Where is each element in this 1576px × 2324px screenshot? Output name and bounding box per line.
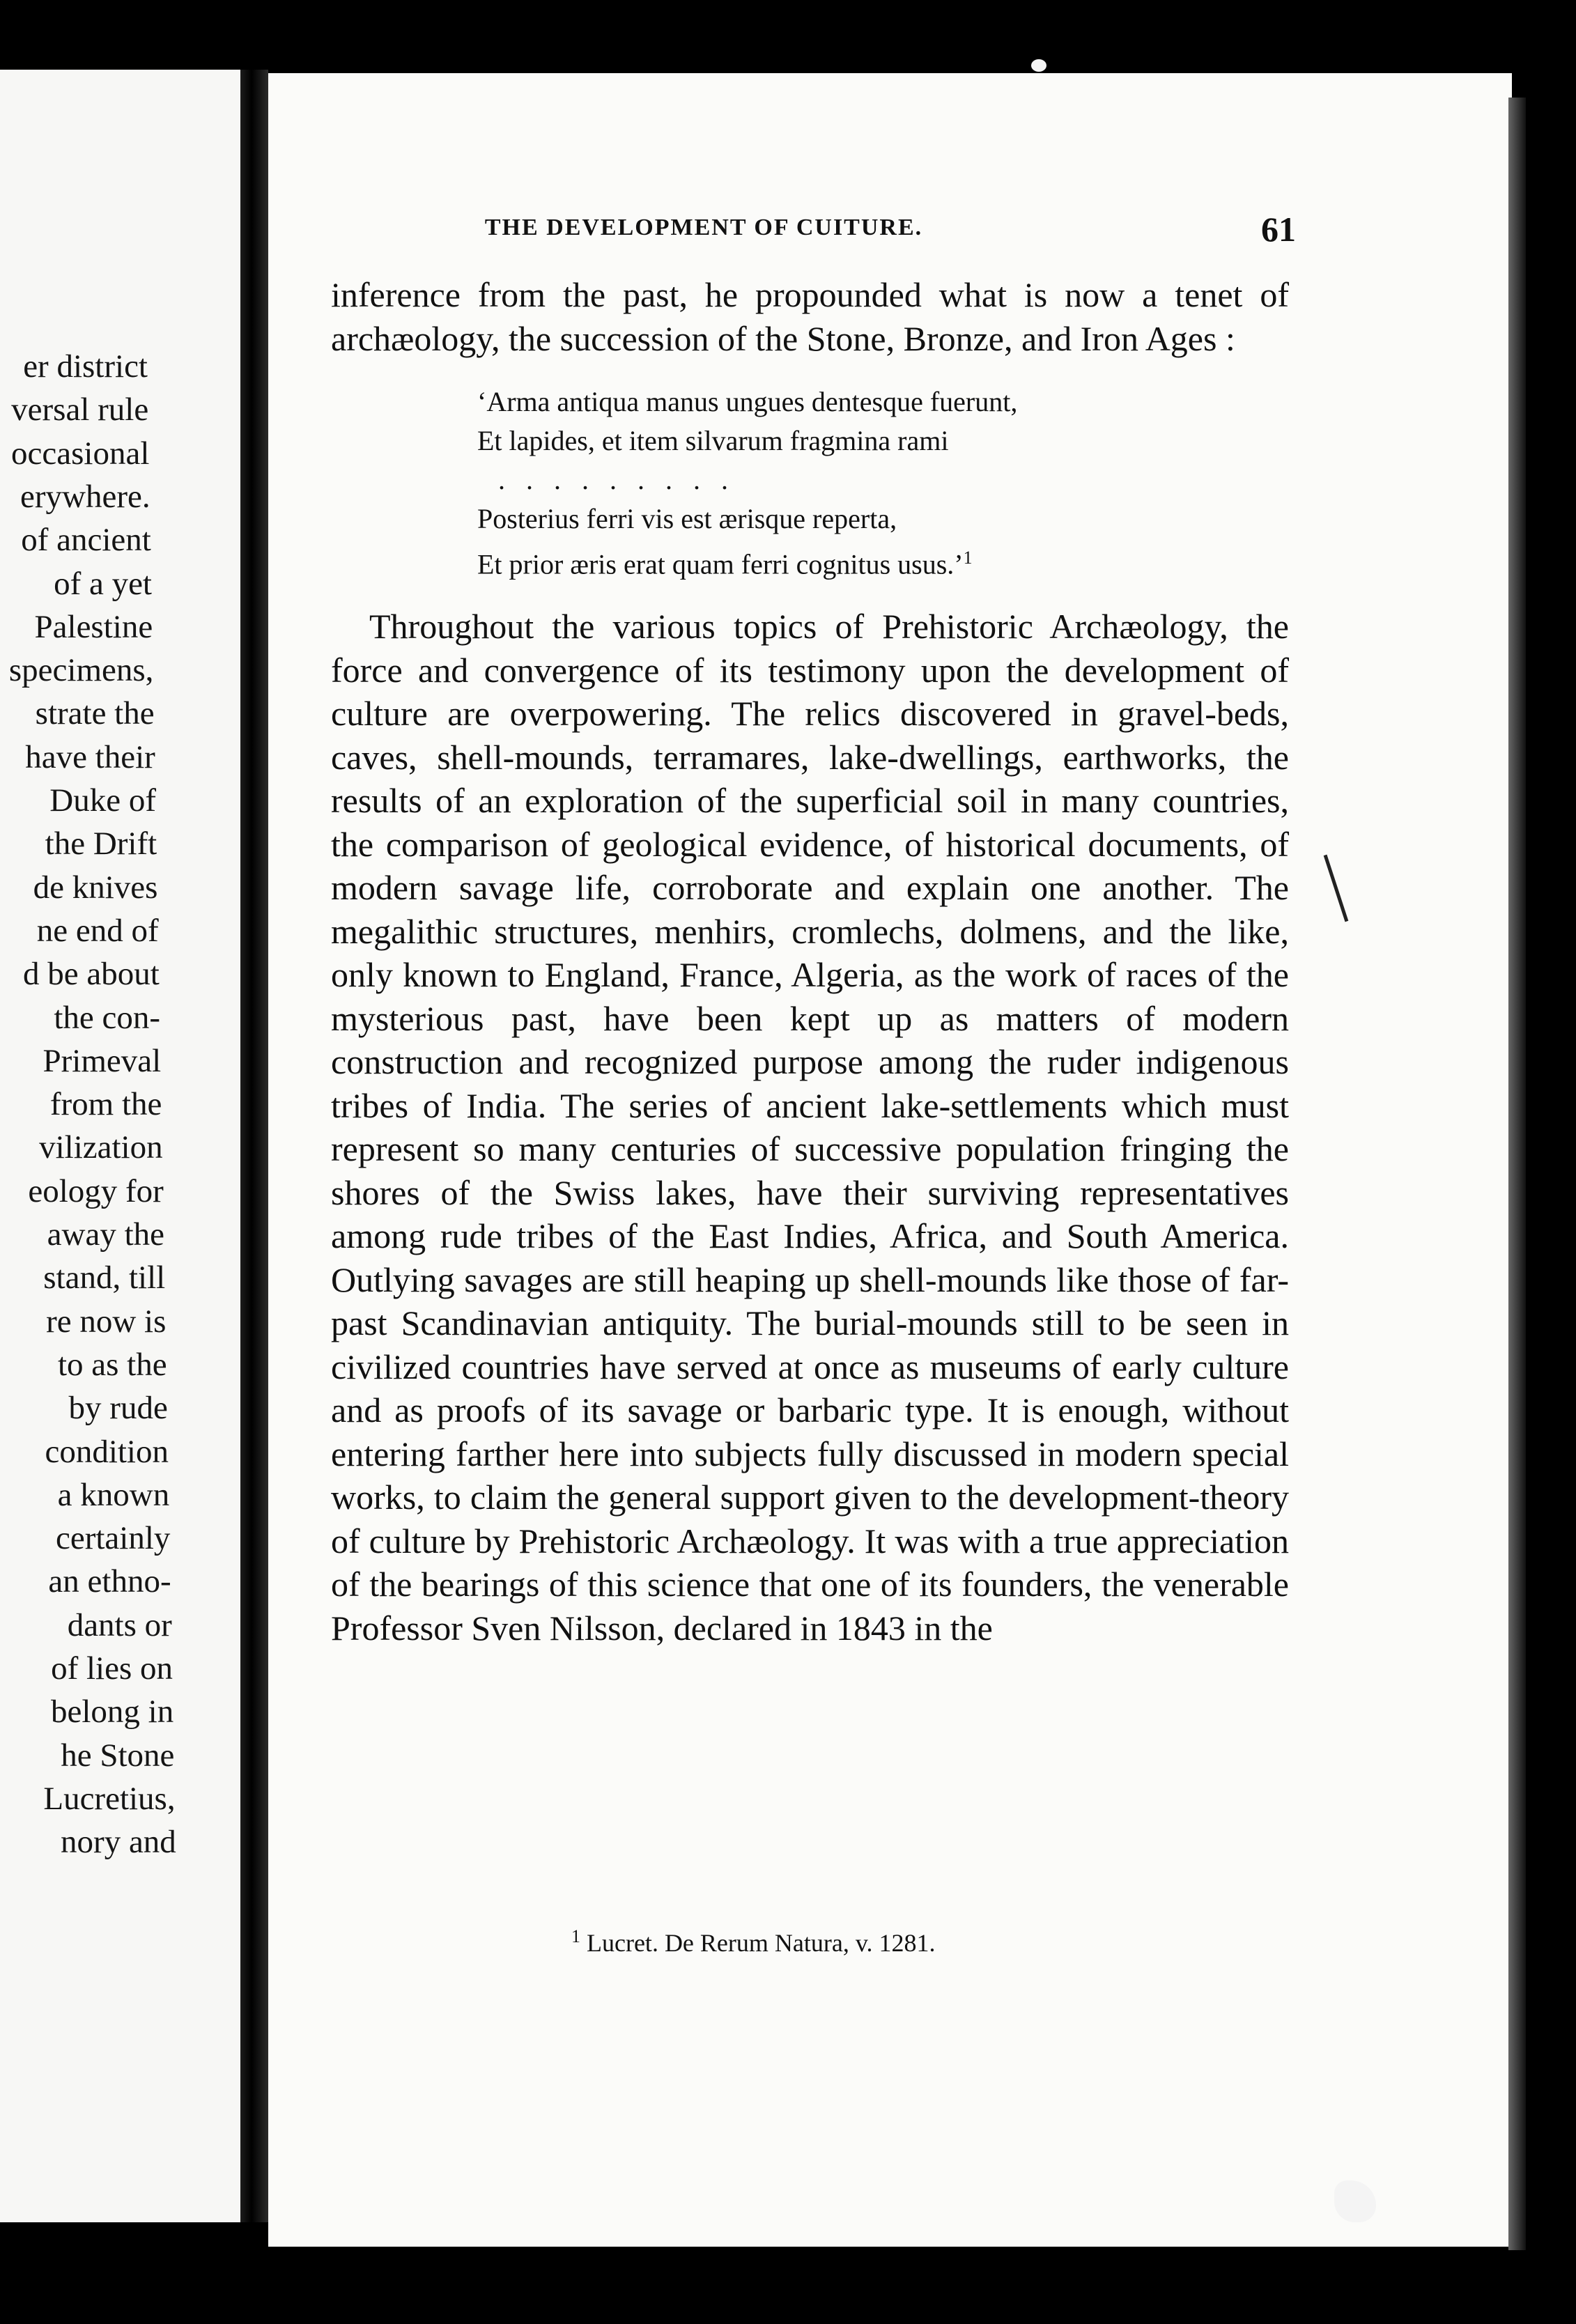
- footnote: [571, 1926, 936, 1958]
- facing-page-line: condition: [45, 1433, 169, 1470]
- facing-page-line: d be about: [23, 956, 160, 993]
- facing-page-line: of a yet: [54, 565, 152, 602]
- facing-page-line: de knives: [33, 869, 158, 906]
- facing-page-line: Lucretius,: [43, 1780, 176, 1817]
- page-header: [320, 209, 1296, 265]
- main-paragraph: Throughout the various topics of Prehistoric Archæology, the force and convergence of its testimony upon the development of culture are overpowering. The relics discovered in gravel-beds, caves, shell-mounds, terramares, lake-dwellings, earthworks, the results of an exploration of the superficial soil in many countries, the comparison of geological evidence, of historical documents, of modern savage life, corroborate and explain one another. The megalithic structures, menhirs, cromlechs, dolmens, and the like, only known to England, France, Algeria, as the work of races of the mysterious past, have been kept up as matters of modern construction and recognized purpose among the ruder indigenous tribes of India. The series of ancient lake-settlements which must represent so many centuries of successive population fringing the shores of the Swiss lakes, have their surviving representatives among rude tribes of the East Indies, Africa, and South America. Outlying savages are still heaping up shell-mounds like those of far-past Scandinavian antiquity. The burial-mounds still to be seen in civilized countries have served at once as museums of early culture and as proofs of its savage or barbaric type. It is enough, without entering farther here into subjects fully discussed in modern special works, to claim the general support given to the development-theory of culture by Prehistoric Archæology. It was with a true appreciation of the bearings of this science that one of its founders, the venerable Professor Sven Nilsson, declared in 1843 in the: [331, 607, 1289, 1648]
- running-head: THE DEVELOPMENT OF CUITURE.: [484, 215, 923, 240]
- facing-page-line: Palestine: [34, 608, 153, 645]
- page-body: [331, 273, 1289, 1650]
- facing-page-line: eology for: [28, 1172, 164, 1209]
- facing-page-line: he Stone: [61, 1737, 175, 1774]
- facing-page-line: versal rule: [11, 392, 149, 428]
- page-number: 61: [1261, 210, 1296, 249]
- facing-page-line: ne end of: [36, 912, 159, 949]
- facing-page-line: stand, till: [43, 1260, 166, 1296]
- facing-page-line: to as the: [57, 1346, 167, 1383]
- facing-page-line: nory and: [61, 1824, 176, 1861]
- verse-line-4-text: Et prior æris erat quam ferri cognitus usus.’: [477, 548, 964, 580]
- facing-page-line: Duke of: [49, 782, 156, 819]
- verse-line-2: Et lapides, et item silvarum fragmina rami: [477, 425, 949, 456]
- facing-page-line: re now is: [46, 1303, 167, 1340]
- facing-page-line: a known: [57, 1476, 170, 1513]
- facing-page: [0, 70, 240, 2222]
- facing-page-line: have their: [25, 738, 155, 775]
- verse-line-1: ‘Arma antiqua manus ungues dentesque fuerunt,: [477, 386, 1018, 417]
- intro-paragraph: inference from the past, he propounded what is now a tenet of archæology, the succession of the Stone, Bronze, and Iron Ages :: [331, 275, 1289, 358]
- facing-page-line: the con-: [54, 999, 160, 1036]
- facing-page-line: er district: [23, 348, 148, 385]
- verse-line-4: [477, 539, 1160, 584]
- facing-page-line: occasional: [11, 435, 150, 472]
- facing-page-line: the Drift: [45, 826, 157, 862]
- footnote-mark: 1: [571, 1926, 580, 1946]
- scan-speck: [1031, 59, 1046, 72]
- footnote-reference: 1: [963, 548, 973, 568]
- verse-ellipsis: . . . . . . . . .: [498, 464, 735, 495]
- facing-page-line: erywhere.: [20, 478, 150, 515]
- facing-page-line: dants or: [67, 1606, 172, 1643]
- book-gutter: [240, 70, 268, 2222]
- facing-page-line: Primeval: [43, 1042, 162, 1079]
- facing-page-line: belong in: [50, 1694, 174, 1730]
- facing-page-line: by rude: [68, 1390, 168, 1427]
- verse-line-3: Posterius ferri vis est ærisque reperta,: [477, 503, 897, 534]
- facing-page-line: vilization: [39, 1129, 163, 1166]
- facing-page-line: of ancient: [21, 522, 151, 559]
- facing-page-line: from the: [49, 1086, 162, 1123]
- facing-page-line: of lies on: [51, 1650, 173, 1687]
- facing-page-line: strate the: [35, 695, 155, 732]
- verse-quotation: [477, 382, 1160, 584]
- facing-page-line: an ethno-: [48, 1563, 171, 1600]
- facing-page-line: certainly: [55, 1520, 171, 1557]
- page-edge: [1508, 98, 1526, 2250]
- facing-page-line: away the: [47, 1216, 164, 1253]
- facing-page-line: specimens,: [8, 652, 154, 689]
- footnote-text: Lucret. De Rerum Natura, v. 1281.: [587, 1929, 936, 1957]
